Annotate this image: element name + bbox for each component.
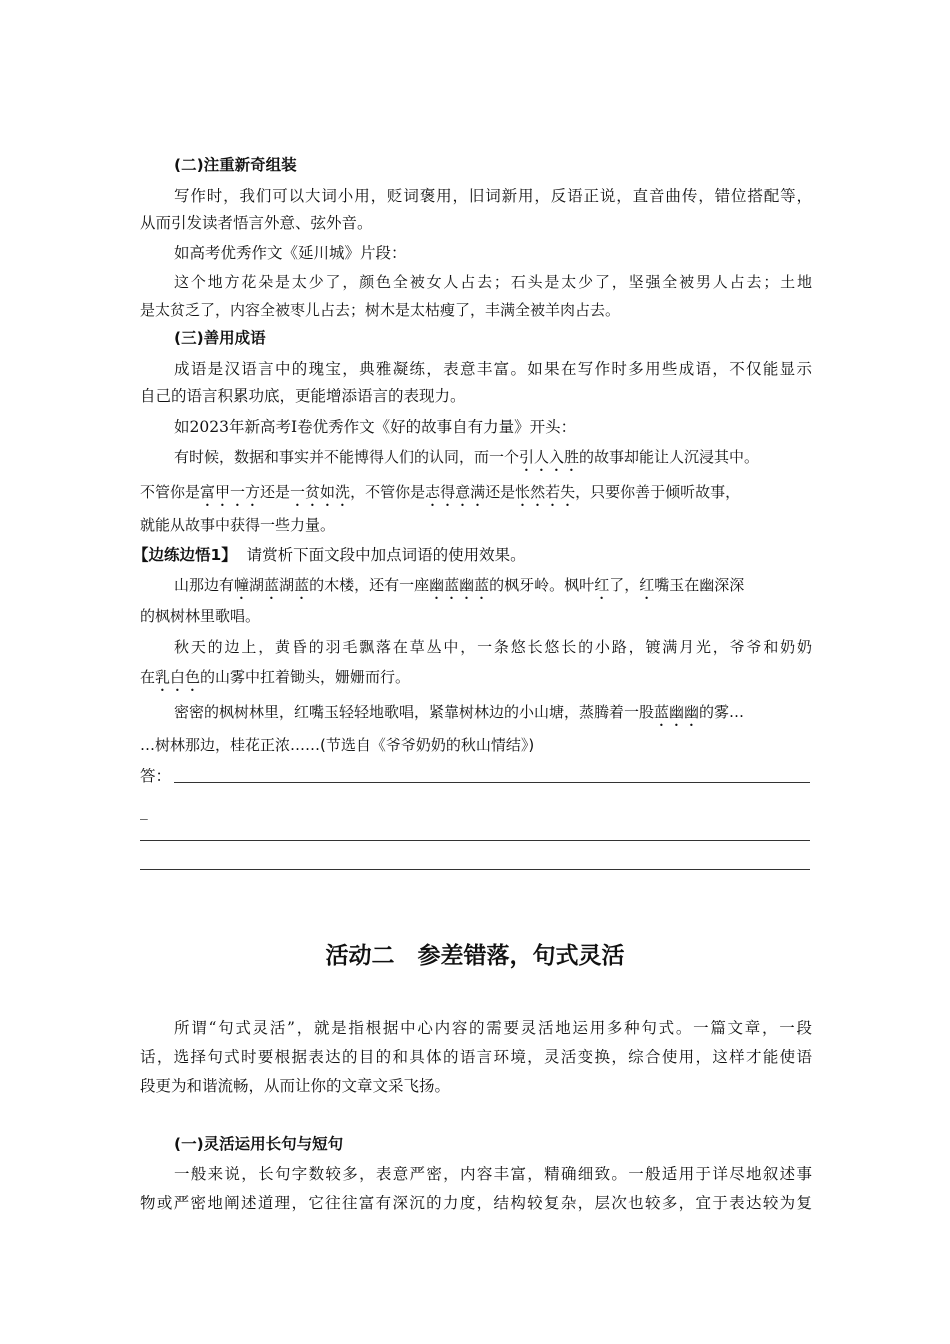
emphasized-word: 幢 (234, 576, 250, 594)
emphasized-word: 乳白色 (155, 668, 201, 686)
exercise-label: 【边练边悟1】 (133, 546, 237, 564)
emphasized-idiom: 一贫如洗 (290, 483, 351, 501)
section-heading-novel-assembly: (二)注重新奇组装 (174, 156, 297, 174)
emphasized-word: 蓝 (444, 576, 460, 594)
emphasized-word: 红 (594, 576, 610, 594)
emphasized-word: 幽 (429, 576, 445, 594)
text-run: 了， (609, 576, 640, 594)
text-run: 还是 (260, 483, 291, 501)
emphasized-word: 蓝 (474, 576, 490, 594)
text-run: 的故事却能让人沉浸其中。 (579, 448, 760, 466)
passage-line: …树林那边，桂花正浓……(节选自《爷爷奶奶的秋山情结》) (140, 736, 535, 754)
text-run: 湖 (249, 576, 265, 594)
emphasized-word: 红 (639, 576, 655, 594)
text-run: 的枫牙岭。枫叶 (489, 576, 595, 594)
example-line: 是太贫乏了，内容全被枣儿占去；树木是太枯瘦了，丰满全被羊肉占去。 (140, 301, 621, 319)
example-intro: 如高考优秀作文《延川城》片段： (174, 244, 407, 262)
text-run: 的木楼，还有一座 (309, 576, 430, 594)
exercise-question: 请赏析下面文段中加点词语的使用效果。 (246, 546, 526, 564)
text-run: 还是 (485, 483, 516, 501)
emphasized-idiom: 怅然若失 (515, 483, 576, 501)
text-run: ，只要你善于倾听故事， (575, 483, 741, 501)
emphasized-word: 幽 (459, 576, 475, 594)
text-run: 的雾… (699, 703, 745, 721)
paragraph-line: 写作时，我们可以大词小用，贬词褒用，旧词新用，反语正说，直音曲传，错位搭配等， (174, 187, 812, 205)
emphasized-idiom: 志得意满 (425, 483, 486, 501)
answer-line-tail: _ (140, 802, 148, 820)
passage-line: 的枫树林里歌唱。 (140, 607, 261, 625)
text-run: 在 (140, 668, 156, 686)
passage-line (174, 575, 812, 603)
example-line: 这个地方花朵是太少了，颜色全被女人占去；石头是太少了，坚强全被男人占去；土地 (174, 273, 812, 291)
passage-line (174, 702, 812, 730)
example-line (140, 482, 812, 510)
paragraph-line: 所谓“句式灵活”，就是指根据中心内容的需要灵活地运用多种句式。一篇文章，一段 (174, 1019, 812, 1037)
answer-label: 答： (140, 767, 172, 785)
emphasized-idiom: 引人入胜 (519, 448, 580, 466)
passage-line: 秋天的边上，黄昏的羽毛飘落在草丛中，一条悠长悠长的小路，镀满月光，爷爷和奶奶 (174, 638, 812, 656)
text-run: ，不管你是 (350, 483, 426, 501)
section-heading-long-short-sentences: (一)灵活运用长句与短句 (174, 1135, 344, 1153)
paragraph-line: 段更为和谐流畅，从而让你的文章文采飞扬。 (140, 1077, 451, 1095)
emphasized-word: 蓝 (294, 576, 310, 594)
passage-line (140, 667, 812, 695)
emphasized-idiom: 富甲一方 (200, 483, 261, 501)
example-line: 就能从故事中获得一些力量。 (140, 516, 336, 534)
text-run: 有时候，数据和事实并不能博得人们的认同，而一个 (174, 448, 520, 466)
answer-line[interactable] (174, 782, 810, 783)
text-run: 嘴玉在幽深深 (654, 576, 745, 594)
exercise-prompt (133, 545, 805, 565)
activity-title: 活动二 参差错落，句式灵活 (325, 943, 625, 969)
text-run: 不管你是 (140, 483, 201, 501)
emphasized-word: 蓝 (264, 576, 280, 594)
section-heading-idioms: (三)善用成语 (174, 329, 266, 347)
paragraph-line: 自己的语言积累功底，更能增添语言的表现力。 (140, 387, 466, 405)
text-run: 湖 (279, 576, 295, 594)
emphasized-word: 蓝幽幽 (654, 703, 700, 721)
paragraph-line: 成语是汉语言中的瑰宝，典雅凝练，表意丰富。如果在写作时多用些成语，不仅能显示 (174, 360, 812, 378)
paragraph-line: 一般来说，长句字数较多，表意严密，内容丰富，精确细致。一般适用于详尽地叙述事 (174, 1165, 812, 1183)
paragraph-line: 从而引发读者悟言外意、弦外音。 (140, 214, 373, 232)
text-run: 山那边有 (174, 576, 235, 594)
example-intro: 如2023年新高考Ⅰ卷优秀作文《好的故事自有力量》开头： (174, 418, 577, 436)
answer-line[interactable] (140, 840, 810, 841)
paragraph-line: 物或严密地阐述道理，它往往富有深沉的力度，结构较复杂，层次也较多，宜于表达较为复 (140, 1194, 812, 1212)
answer-line[interactable] (140, 869, 810, 870)
paragraph-line: 话，选择句式时要根据表达的目的和具体的语言环境，灵活变换，综合使用，这样才能使语 (140, 1048, 812, 1066)
example-line (174, 447, 812, 475)
text-run: 密密的枫树林里，红嘴玉轻轻地歌唱，紧靠树林边的小山塘，蒸腾着一股 (174, 703, 655, 721)
text-run: 的山雾中扛着锄头，姗姗而行。 (200, 668, 411, 686)
